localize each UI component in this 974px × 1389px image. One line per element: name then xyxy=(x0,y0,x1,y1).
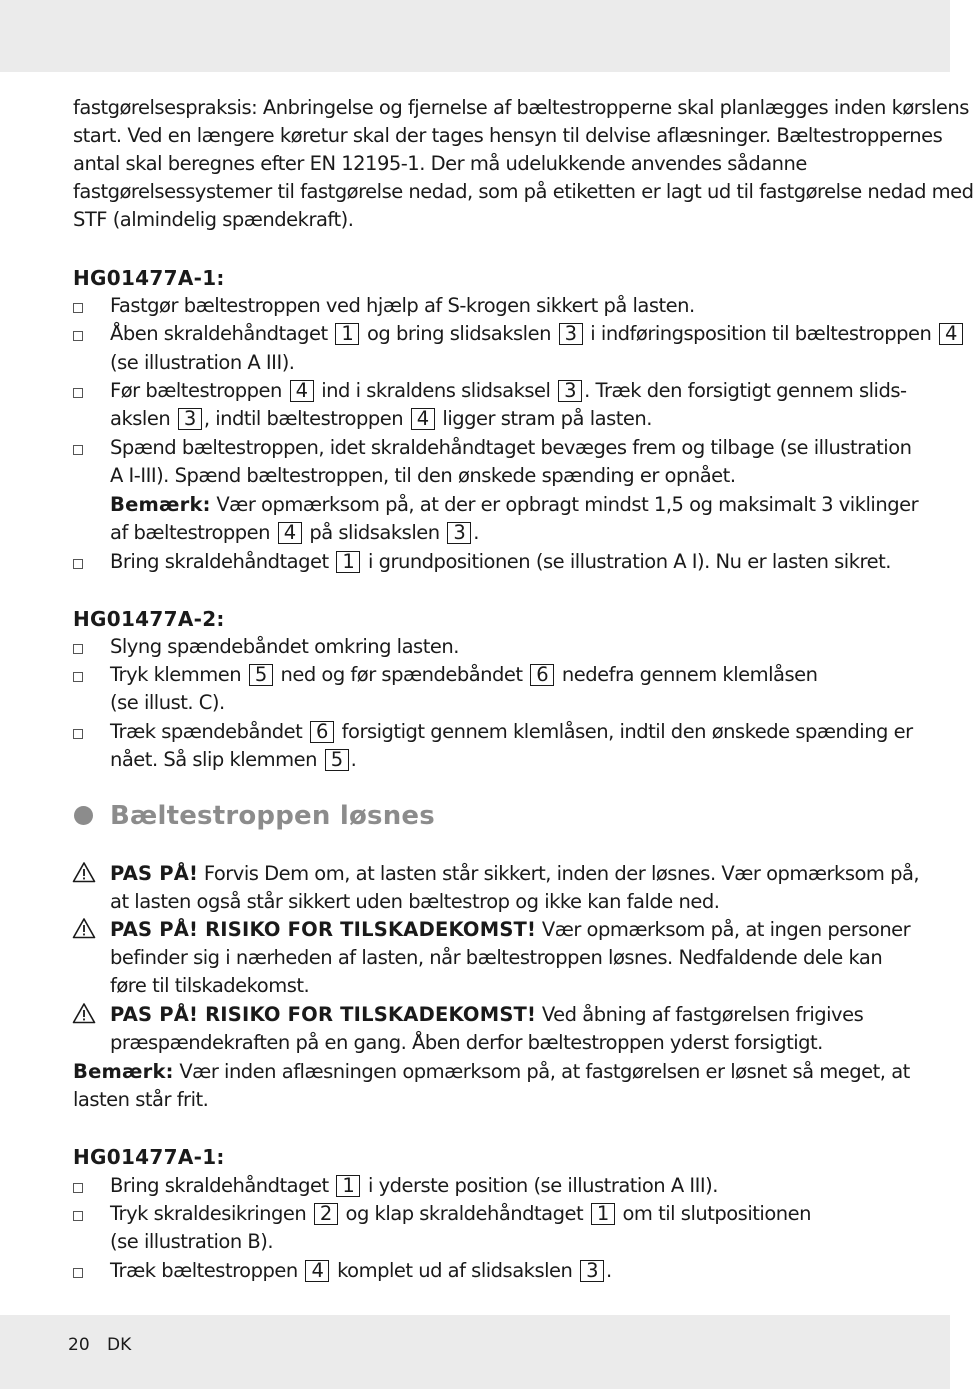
footer-band xyxy=(0,1315,950,1389)
list-item xyxy=(110,1257,612,1285)
header-band xyxy=(0,0,950,72)
bullet-icon xyxy=(73,1211,83,1221)
warning-text-continued: præspændekraften på en gang. Åben derfor bæltestroppen yderst forsigtigt. xyxy=(110,1031,823,1054)
list-item xyxy=(110,718,913,746)
item-text: ind i skraldens slidsaksel xyxy=(321,379,551,402)
note-continued xyxy=(110,519,479,547)
item-text: forsigtigt gennem klemlåsen, indtil den ønskede spænding er xyxy=(341,720,913,743)
warning-icon xyxy=(72,1002,96,1024)
warning-icon xyxy=(72,917,96,939)
part-number-1: 1 xyxy=(336,1175,360,1197)
item-text: komplet ud af slidsakslen xyxy=(337,1259,573,1282)
note-text: . xyxy=(473,521,479,544)
item-text: Bring skraldehåndtaget xyxy=(110,1174,329,1197)
part-number-3: 3 xyxy=(178,408,202,430)
item-text: Før bæltestroppen xyxy=(110,379,282,402)
part-number-3: 3 xyxy=(447,522,471,544)
warning-body: Forvis Dem om, at lasten står sikkert, inden der løsnes. Vær opmærksom på, xyxy=(203,862,920,885)
section-heading-hg01477a-2: HG01477A-2: xyxy=(73,607,225,631)
bullet-icon xyxy=(73,672,83,682)
item-text: nedefra gennem klemlåsen xyxy=(561,663,818,686)
item-text: i yderste position (se illustration A III). xyxy=(367,1174,718,1197)
note-label: Bemærk: xyxy=(73,1060,174,1083)
item-text: . xyxy=(350,748,357,771)
item-text: ned og før spændebåndet xyxy=(280,663,523,686)
bullet-icon xyxy=(73,1183,83,1193)
part-number-3: 3 xyxy=(559,323,583,345)
warning-icon xyxy=(72,861,96,883)
list-item: Slyng spændebåndet omkring lasten. xyxy=(110,635,459,658)
part-number-4: 4 xyxy=(939,323,963,345)
list-item xyxy=(110,320,965,348)
part-number-5: 5 xyxy=(325,749,349,771)
list-item-continued: (se illust. C). xyxy=(110,691,225,714)
part-number-3: 3 xyxy=(580,1260,604,1282)
item-text: Bring skraldehåndtaget xyxy=(110,550,329,573)
bullet-icon xyxy=(73,559,83,569)
intro-line: start. Ved en længere køretur skal der tages hensyn til delvise aflæsninger. Bæltestroppernes xyxy=(73,124,943,147)
note-label: Bemærk: xyxy=(110,493,211,516)
item-text: Tryk klemmen xyxy=(110,663,242,686)
part-number-6: 6 xyxy=(530,664,554,686)
note-text: af bæltestroppen xyxy=(110,521,271,544)
item-text: akslen xyxy=(110,407,171,430)
item-text: Tryk skraldesikringen xyxy=(110,1202,307,1225)
list-item-continued xyxy=(110,405,652,433)
warning-label: PAS PÅ! xyxy=(110,862,199,885)
item-text: i indføringsposition til bæltestroppen xyxy=(590,322,932,345)
part-number-1: 1 xyxy=(335,323,359,345)
warning-body: Ved åbning af fastgørelsen frigives xyxy=(541,1003,864,1026)
note xyxy=(110,491,918,519)
item-text: , indtil bæltestroppen xyxy=(203,407,404,430)
part-number-4: 4 xyxy=(411,408,435,430)
part-number-5: 5 xyxy=(249,664,273,686)
note-text: Vær inden aflæsningen opmærksom på, at fastgørelsen er løsnet så meget, at xyxy=(179,1060,910,1083)
note-continued: lasten står frit. xyxy=(73,1088,209,1111)
page-number: 20 xyxy=(68,1335,90,1355)
item-text: Træk spændebåndet xyxy=(110,720,303,743)
list-item xyxy=(110,377,907,405)
list-item-continued: (se illustration B). xyxy=(110,1230,274,1253)
list-item-continued: A I-III). Spænd bæltestroppen, til den ønskede spænding er opnået. xyxy=(110,464,736,487)
note xyxy=(73,1058,910,1086)
intro-line: antal skal beregnes efter EN 12195-1. Der må udelukkende anvendes sådanne xyxy=(73,152,807,175)
bullet-icon xyxy=(73,729,83,739)
warning-body: Vær opmærksom på, at ingen personer xyxy=(541,918,911,941)
item-text: om til slutpositionen xyxy=(622,1202,811,1225)
item-text: Åben skraldehåndtaget xyxy=(110,322,328,345)
list-item xyxy=(110,1172,718,1200)
section-title: Bæltestroppen løsnes xyxy=(110,801,435,831)
part-number-6: 6 xyxy=(310,721,334,743)
item-text: ligger stram på lasten. xyxy=(442,407,652,430)
part-number-1: 1 xyxy=(591,1203,615,1225)
bullet-icon xyxy=(73,331,83,341)
warning-label: PAS PÅ! RISIKO FOR TILSKADEKOMST! xyxy=(110,918,537,941)
intro-line: STF (almindelig spændekraft). xyxy=(73,208,354,231)
item-text: og klap skraldehåndtaget xyxy=(345,1202,584,1225)
part-number-4: 4 xyxy=(290,380,314,402)
warning-text-continued: at lasten også står sikkert uden bæltestrop og ikke kan falde ned. xyxy=(110,890,720,913)
warning-text xyxy=(110,916,910,944)
list-item-continued xyxy=(110,746,356,774)
item-text: . xyxy=(606,1259,612,1282)
part-number-4: 4 xyxy=(305,1260,329,1282)
warning-text-continued: føre til tilskadekomst. xyxy=(110,974,310,997)
list-item xyxy=(110,548,891,576)
part-number-2: 2 xyxy=(314,1203,338,1225)
intro-line: fastgørelsessystemer til fastgørelse nedad, som på etiketten er lagt ud til fastgørelse nedad med xyxy=(73,180,974,203)
list-item: Fastgør bæltestroppen ved hjælp af S-krogen sikkert på lasten. xyxy=(110,294,695,317)
warning-text-continued: befinder sig i nærheden af lasten, når bæltestroppen løsnes. Nedfaldende dele kan xyxy=(110,946,883,969)
bullet-icon xyxy=(73,644,83,654)
bullet-icon xyxy=(73,303,83,313)
warning-label: PAS PÅ! RISIKO FOR TILSKADEKOMST! xyxy=(110,1003,537,1026)
list-item xyxy=(110,661,818,689)
item-text: . Træk den forsigtigt gennem slids- xyxy=(584,379,907,402)
part-number-1: 1 xyxy=(336,551,360,573)
list-item xyxy=(110,1200,811,1228)
part-number-4: 4 xyxy=(278,522,302,544)
item-text: i grundpositionen (se illustration A I). Nu er lasten sikret. xyxy=(367,550,891,573)
part-number-3: 3 xyxy=(558,380,582,402)
warning-text xyxy=(110,860,919,888)
bullet-icon xyxy=(73,388,83,398)
bullet-icon xyxy=(73,1268,83,1278)
list-item: Spænd bæltestroppen, idet skraldehåndtaget bevæges frem og tilbage (se illustration xyxy=(110,436,912,459)
section-heading-hg01477a-1: HG01477A-1: xyxy=(73,266,225,290)
intro-line: fastgørelsespraksis: Anbringelse og fjernelse af bæltestropperne skal planlægges inden kørslens xyxy=(73,96,969,119)
item-text: og bring slidsakslen xyxy=(366,322,551,345)
section-heading-hg01477a-1: HG01477A-1: xyxy=(73,1145,225,1169)
item-text: nået. Så slip klemmen xyxy=(110,748,317,771)
warning-text xyxy=(110,1001,863,1029)
list-item-continued: (se illustration A III). xyxy=(110,351,295,374)
language-code: DK xyxy=(107,1335,132,1355)
item-text: Træk bæltestroppen xyxy=(110,1259,298,1282)
note-text: på slidsakslen xyxy=(309,521,440,544)
note-text: Vær opmærksom på, at der er opbragt mindst 1,5 og maksimalt 3 viklinger xyxy=(216,493,919,516)
bullet-icon xyxy=(73,445,83,455)
section-bullet-icon xyxy=(74,806,93,825)
